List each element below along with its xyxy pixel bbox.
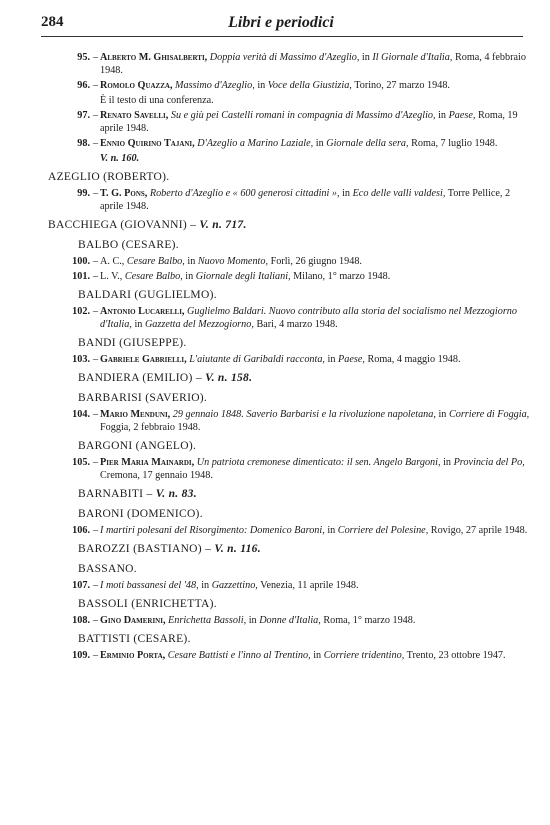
entry-title: Su e giù pei Castelli romani in compagnia di Massimo d'Azeglio,	[170, 110, 436, 121]
entry-title: Enrichetta Bassoli,	[168, 615, 247, 626]
entry-in: in	[327, 525, 336, 536]
section-heading	[40, 371, 530, 386]
bibliography-entry: 102. – Antonio Lucarelli, Guglielmo Baldari. Nuovo contributo alla storia del socialismo nel Mezzogiorno d'Italia, in Gazzetta del Mezzogiorno, Bari, 4 marzo 1948.	[40, 305, 530, 331]
cross-reference: V. n. 116.	[214, 543, 261, 555]
entry-author: L. V.,	[100, 271, 123, 282]
entry-in: in	[313, 650, 322, 661]
running-title: Libri e periodici	[228, 14, 334, 31]
header-rule	[41, 36, 523, 37]
bibliography-entry: 99. – T. G. Pons, Roberto d'Azeglio e « 600 generosi cittadini », in Eco delle valli valdesi, Torre Pellice, 2 aprile 1948.	[40, 187, 530, 213]
entry-periodical: Donne d'Italia,	[259, 615, 321, 626]
entry-title: Massimo d'Azeglio,	[175, 80, 255, 91]
bibliography-entry: 101. – L. V., Cesare Balbo, in Giornale degli Italiani, Milano, 1° marzo 1948.	[40, 270, 530, 283]
entry-note: È il testo di una conferenza.	[100, 95, 214, 106]
entry-in: in	[185, 271, 194, 282]
entry-in: in	[187, 256, 196, 267]
entry-place-date: Torino, 27 marzo 1948.	[354, 80, 450, 91]
entry-title: Cesare Balbo,	[126, 256, 185, 267]
bibliography-entry: 100. – A. C., Cesare Balbo, in Nuovo Momento, Forlì, 26 giugno 1948.	[40, 255, 530, 268]
bibliography-body	[40, 51, 530, 664]
entry-place-date: Roma, 7 luglio 1948.	[411, 138, 498, 149]
heading-label: BANDIERA (EMILIO) –	[78, 372, 202, 384]
entry-in: in	[438, 409, 447, 420]
entry-place-date: Roma, 4 maggio 1948.	[367, 354, 461, 365]
bibliography-entry: 103. – Gabriele Gabrielli, L'aiutante di Garibaldi racconta, in Paese, Roma, 4 maggio 1948.	[40, 353, 530, 366]
entry-number: 102.	[72, 306, 90, 317]
entry-number: 96.	[77, 80, 90, 91]
entry-place-date: Trento, 23 ottobre 1947.	[406, 650, 506, 661]
entry-author: Ennio Quirino Tajani,	[100, 138, 195, 149]
entry-periodical: Voce della Giustizia,	[267, 80, 352, 91]
entry-place-date: Milano, 1° marzo 1948.	[293, 271, 391, 282]
entry-periodical: Provincia del Po,	[453, 457, 525, 468]
page-number: 284	[41, 14, 64, 30]
section-heading	[40, 542, 530, 557]
entry-title: Doppia verità di Massimo d'Azeglio,	[209, 52, 360, 63]
section-heading: BARGONI (ANGELO).	[78, 440, 197, 452]
entry-number: 99.	[77, 188, 90, 199]
entry-number: 103.	[72, 354, 90, 365]
entry-place-date: Cremona, 17 gennaio 1948.	[100, 470, 213, 481]
entry-in: in	[257, 80, 266, 91]
entry-title: D'Azeglio a Marino Laziale,	[197, 138, 314, 149]
entry-number: 104.	[72, 409, 90, 420]
entry-in: in	[438, 110, 447, 121]
entry-periodical: Corriere tridentino,	[323, 650, 405, 661]
entry-title: L'aiutante di Garibaldi racconta,	[189, 354, 325, 365]
entry-title: Roberto d'Azeglio e « 600 generosi cittadini »,	[149, 188, 340, 199]
section-heading	[40, 218, 530, 233]
entry-number: 101.	[72, 271, 90, 282]
entry-place-date: Forlì, 26 giugno 1948.	[270, 256, 362, 267]
entry-author: Gino Damerini,	[100, 615, 166, 626]
section-heading: BANDI (GIUSEPPE).	[78, 337, 187, 349]
entry-title: Cesare Balbo,	[124, 271, 183, 282]
entry-place-date: Foggia, 2 febbraio 1948.	[100, 422, 201, 433]
entry-periodical: Giornale della sera,	[326, 138, 409, 149]
entry-place-date: Roma, 4 febbraio 1948.	[100, 52, 526, 76]
section-heading	[40, 487, 530, 502]
section-heading: AZEGLIO (ROBERTO).	[48, 171, 170, 183]
bibliography-entry: 97. – Renato Savelli, Su e giù pei Castelli romani in compagnia di Massimo d'Azeglio, in Paese, Roma, 19 aprile 1948.	[40, 109, 530, 135]
entry-author: T. G. Pons,	[100, 188, 148, 199]
heading-label: BAROZZI (BASTIANO) –	[78, 543, 212, 555]
entry-author: Romolo Quazza,	[100, 80, 173, 91]
entry-number: 108.	[72, 615, 90, 626]
section-heading: BARONI (DOMENICO).	[78, 508, 203, 520]
section-heading: BASSANO.	[78, 563, 137, 575]
entry-in: in	[327, 354, 336, 365]
entry-place-date: Rovigo, 27 aprile 1948.	[430, 525, 528, 536]
entry-author: Mario Menduni,	[100, 409, 171, 420]
entry-periodical: Eco delle valli valdesi,	[352, 188, 446, 199]
entry-in: in	[201, 580, 210, 591]
entry-in: in	[315, 138, 324, 149]
entry-number: 109.	[72, 650, 90, 661]
entry-place-date: Roma, 1° marzo 1948.	[323, 615, 416, 626]
entry-place-date: Torre Pellice, 2 aprile 1948.	[100, 188, 511, 212]
entry-author: Antonio Lucarelli,	[100, 306, 185, 317]
entry-periodical: Il Giornale d'Italia,	[372, 52, 453, 63]
entry-number: 100.	[72, 256, 90, 267]
section-heading: BALBO (CESARE).	[78, 239, 179, 251]
entry-place-date: Bari, 4 marzo 1948.	[256, 319, 338, 330]
entry-place-date: Roma, 19 aprile 1948.	[100, 110, 518, 134]
entry-periodical: Nuovo Momento,	[197, 256, 269, 267]
entry-in: in	[342, 188, 351, 199]
entry-author: Pier Maria Mainardi,	[100, 457, 195, 468]
entry-number: 97.	[77, 110, 90, 121]
entry-in: in	[443, 457, 452, 468]
entry-author: Renato Savelli,	[100, 110, 169, 121]
bibliography-entry: 106. – I martiri polesani del Risorgimento: Domenico Baroni, in Corriere del Polesine, Rovigo, 27 aprile 1948.	[40, 524, 530, 537]
entry-author: Erminio Porta,	[100, 650, 166, 661]
bibliography-entry: 107. – I moti bassanesi del '48, in Gazzettino, Venezia, 11 aprile 1948.	[40, 579, 530, 592]
entry-title: Un patriota cremonese dimenticato: il sen. Angelo Bargoni,	[196, 457, 441, 468]
entry-number: 95.	[77, 52, 90, 63]
entry-periodical: Gazzetta del Mezzogiorno,	[144, 319, 254, 330]
entry-title: 29 gennaio 1848. Saverio Barbarisi e la rivoluzione napoletana,	[172, 409, 436, 420]
bibliography-entry: 96. – Romolo Quazza, Massimo d'Azeglio, in Voce della Giustizia, Torino, 27 marzo 1948.	[40, 79, 530, 92]
section-heading: BATTISTI (CESARE).	[78, 633, 191, 645]
entry-in: in	[361, 52, 370, 63]
bibliography-entry: 98. – Ennio Quirino Tajani, D'Azeglio a Marino Laziale, in Giornale della sera, Roma, 7 luglio 1948.	[40, 137, 530, 150]
entry-author: Gabriele Gabrielli,	[100, 354, 187, 365]
entry-title: I moti bassanesi del '48,	[100, 580, 199, 591]
entry-author: A. C.,	[100, 256, 125, 267]
entry-in: in	[134, 319, 143, 330]
bibliography-entry: 95. – Alberto M. Ghisalberti, Doppia verità di Massimo d'Azeglio, in Il Giornale d'Italia, Roma, 4 febbraio 1948.	[40, 51, 530, 77]
entry-periodical: Giornale degli Italiani,	[195, 271, 291, 282]
entry-periodical: Paese,	[448, 110, 476, 121]
bibliography-entry: 108. – Gino Damerini, Enrichetta Bassoli, in Donne d'Italia, Roma, 1° marzo 1948.	[40, 614, 530, 627]
bibliography-entry: 104. – Mario Menduni, 29 gennaio 1848. Saverio Barbarisi e la rivoluzione napoletana, in Corriere di Foggia, Foggia, 2 febbraio 1948.	[40, 408, 530, 434]
entry-periodical: Corriere del Polesine,	[337, 525, 429, 536]
entry-periodical: Corriere di Foggia,	[448, 409, 530, 420]
section-heading: BALDARI (GUGLIELMO).	[78, 289, 217, 301]
entry-number: 98.	[77, 138, 90, 149]
entry-number: 106.	[72, 525, 90, 536]
entry-in: in	[248, 615, 257, 626]
entry-title: Guglielmo Baldari. Nuovo contributo alla storia del socialismo nel Mezzogiorno d'Italia,	[100, 306, 517, 330]
entry-place-date: Venezia, 11 aprile 1948.	[260, 580, 359, 591]
entry-author: Alberto M. Ghisalberti,	[100, 52, 208, 63]
entry-periodical: Gazzettino,	[211, 580, 258, 591]
cross-reference: V. n. 717.	[199, 219, 247, 231]
heading-label: BARNABITI –	[78, 488, 153, 500]
entry-number: 105.	[72, 457, 90, 468]
entry-title: I martiri polesani del Risorgimento: Domenico Baroni,	[100, 525, 325, 536]
cross-reference: V. n. 160.	[100, 153, 140, 164]
entry-title: Cesare Battisti e l'inno al Trentino,	[167, 650, 311, 661]
bibliography-entry: 105. – Pier Maria Mainardi, Un patriota cremonese dimenticato: il sen. Angelo Bargoni, in Provincia del Po, Cremona, 17 gennaio 1948.	[40, 456, 530, 482]
heading-label: BACCHIEGA (GIOVANNI) –	[48, 219, 197, 231]
cross-reference: V. n. 83.	[155, 488, 197, 500]
section-heading: BASSOLI (ENRICHETTA).	[78, 598, 217, 610]
entry-periodical: Paese,	[338, 354, 365, 365]
entry-number: 107.	[72, 580, 90, 591]
section-heading: BARBARISI (SAVERIO).	[78, 392, 208, 404]
cross-reference: V. n. 158.	[205, 372, 253, 384]
page-header	[41, 14, 521, 34]
bibliography-entry: 109. – Erminio Porta, Cesare Battisti e l'inno al Trentino, in Corriere tridentino, Trento, 23 ottobre 1947.	[40, 649, 530, 662]
